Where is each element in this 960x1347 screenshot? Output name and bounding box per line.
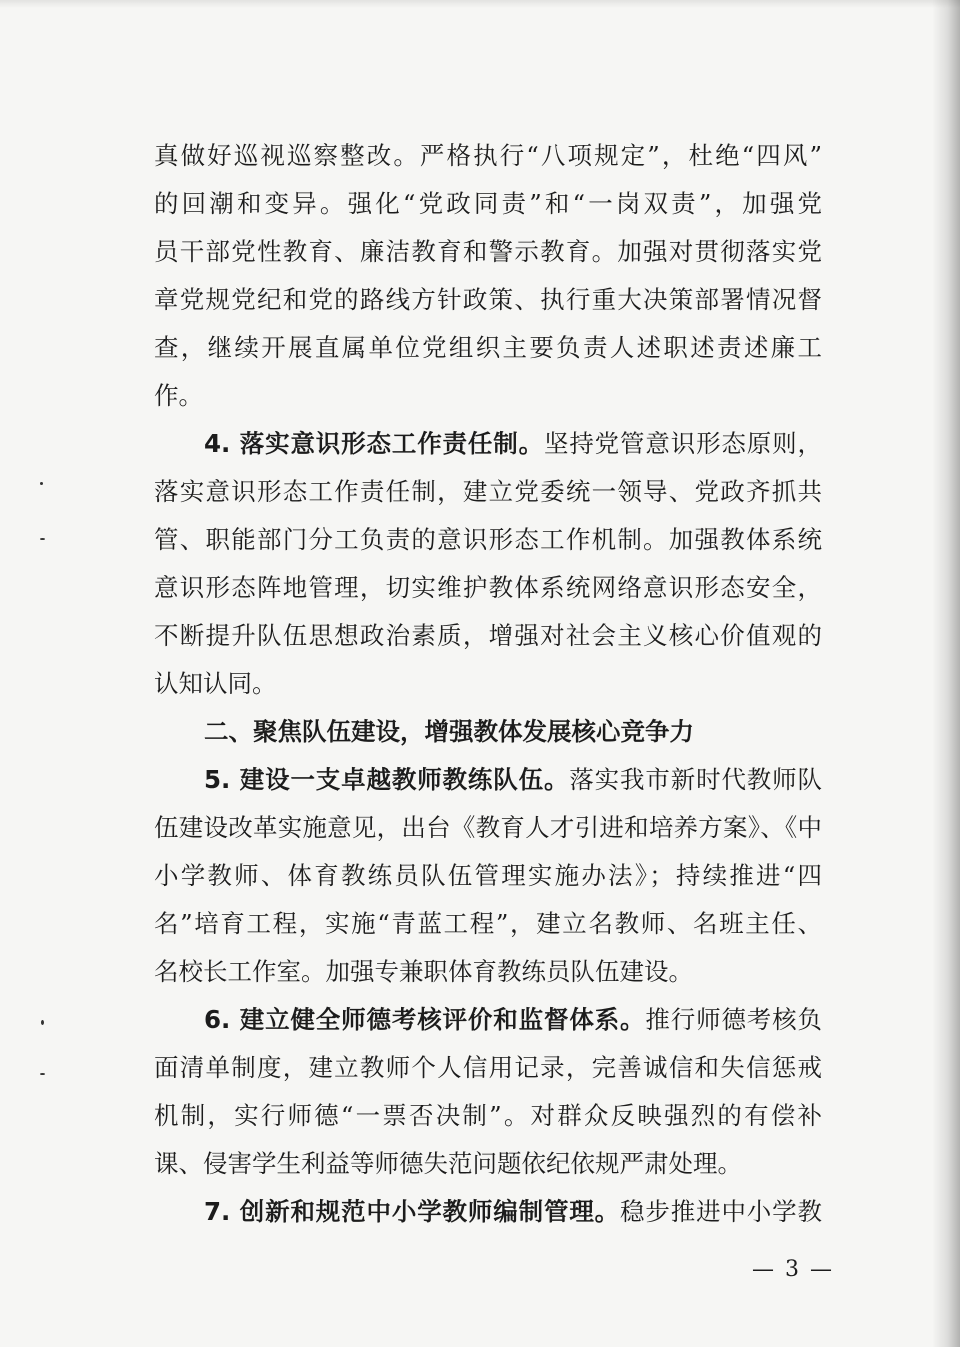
- scan-speck: [40, 1073, 45, 1075]
- item7-first-rest: 稳步推进中小学教: [620, 1197, 822, 1226]
- item7-title: 7. 创新和规范中小学教师编制管理。: [204, 1197, 621, 1226]
- item5-title: 5. 建设一支卓越教师教练队伍。: [204, 765, 570, 794]
- item5-line-2: 伍建设改革实施意见，出台《教育人才引进和培养方案》、《中: [154, 813, 822, 842]
- para3-line-6: 作。: [154, 381, 203, 410]
- item6-title: 6. 建立健全师德考核评价和监督体系。: [204, 1005, 646, 1034]
- item4-line-5: 不断提升队伍思想政治素质，增强对社会主义核心价值观的: [154, 621, 822, 650]
- item4-line-3: 管、职能部门分工负责的意识形态工作机制。加强教体系统: [154, 525, 822, 554]
- item6-line-3: 机制，实行师德“一票否决制”。对群众反映强烈的有偿补: [154, 1101, 822, 1130]
- item6-line-1: [204, 1004, 822, 1040]
- item5-line-5: 名校长工作室。加强专兼职体育教练员队伍建设。: [154, 957, 693, 986]
- para3-line-4: 章党规党纪和党的路线方针政策、执行重大决策部署情况督: [154, 285, 822, 314]
- item4-line-4: 意识形态阵地管理，切实维护教体系统网络意识形态安全，: [154, 573, 822, 602]
- scan-speck: [41, 1020, 44, 1025]
- scan-shadow-top: [0, 0, 960, 8]
- item5-line-3: 小学教师、体育教练员队伍管理实施办法》；持续推进“四: [154, 861, 822, 890]
- item6-line-4: 课、侵害学生利益等师德失范问题依纪依规严肃处理。: [154, 1149, 742, 1178]
- item4-line-6: 认知认同。: [154, 669, 277, 698]
- item4-title: 4. 落实意识形态工作责任制。: [204, 429, 544, 458]
- scan-speck: [40, 482, 43, 485]
- item6-first-rest: 推行师德考核负: [645, 1005, 822, 1034]
- item4-first-rest: 坚持党管意识形态原则，: [543, 429, 822, 458]
- item4-line-2: 落实意识形态工作责任制，建立党委统一领导、党政齐抓共: [154, 477, 822, 506]
- section2-heading: 二、聚焦队伍建设，增强教体发展核心竞争力: [204, 717, 694, 746]
- page-number: — 3 —: [752, 1257, 834, 1282]
- item5-line-1: [204, 764, 822, 800]
- para3-line-3: 员干部党性教育、廉洁教育和警示教育。加强对贯彻落实党: [154, 237, 822, 266]
- item7-line-1: [204, 1196, 822, 1232]
- item4-line-1: [204, 428, 822, 464]
- scan-shadow-right: [932, 0, 960, 1347]
- scan-speck: [40, 538, 45, 540]
- item6-line-2: 面清单制度，建立教师个人信用记录，完善诚信和失信惩戒: [154, 1053, 822, 1082]
- item5-first-rest: 落实我市新时代教师队: [569, 765, 822, 794]
- para3-line-2: 的回潮和变异。强化“党政同责”和“一岗双责”，加强党: [154, 189, 822, 218]
- para3-line-1: 真做好巡视巡察整改。严格执行“八项规定”，杜绝“四风”: [154, 141, 822, 170]
- item5-line-4: 名”培育工程，实施“青蓝工程”，建立名教师、名班主任、: [154, 909, 822, 938]
- para3-line-5: 查，继续开展直属单位党组织主要负责人述职述责述廉工: [154, 333, 822, 362]
